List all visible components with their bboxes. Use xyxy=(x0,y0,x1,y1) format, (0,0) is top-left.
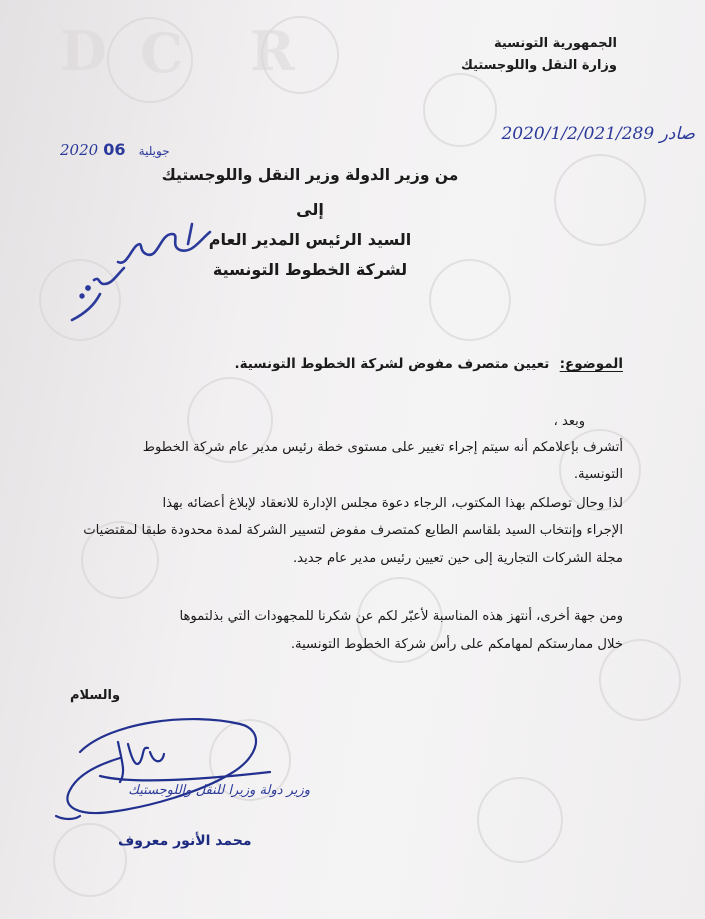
signatory-name: محمد الأنور معروف xyxy=(118,833,252,849)
sender-line: من وزير الدولة وزير النقل واللوجستيك xyxy=(161,166,459,184)
date-year: 2020 xyxy=(60,141,99,159)
watermark-letter: R xyxy=(250,19,295,83)
watermark-letter: C xyxy=(140,21,183,85)
subject-text: تعيين متصرف مفوض لشركة الخطوط التونسية. xyxy=(234,356,550,372)
subject-label: الموضوع: xyxy=(559,356,623,372)
body-paragraph-3-line-2: خلال ممارستكم لمهامكم على رأس شركة الخطوط التونسية. xyxy=(290,637,623,652)
body-paragraph-2-line-3: مجلة الشركات التجارية إلى حين تعيين رئيس مدير عام جديد. xyxy=(292,551,623,566)
reference-number-handwritten: صادر 2020/1/2/021/289 xyxy=(501,124,695,144)
watermark-letter: D xyxy=(60,19,107,83)
letterhead-country: الجمهورية التونسية xyxy=(493,36,617,51)
closing-salutation: والسلام xyxy=(70,688,121,703)
signatory-title: وزير دولة وزيرا للنقل واللوجستيك xyxy=(128,783,310,798)
body-opening: وبعد ، xyxy=(553,414,585,429)
body-paragraph-1-line-1: أتشرف بإعلامكم أنه سيتم إجراء تغيير على مستوى خطة رئيس مدير عام شركة الخطوط xyxy=(142,440,623,455)
body-paragraph-1-line-2: التونسية. xyxy=(573,467,623,482)
body-paragraph-3-line-1: ومن جهة أخرى، أنتهز هذه المناسبة لأعبّر لكم عن شكرنا للمجهودات التي بذلتموها xyxy=(179,609,623,624)
date-month: جويلية xyxy=(138,144,170,158)
body-paragraph-2-line-1: لذا وحال توصلكم بهذا المكتوب، الرجاء دعوة مجلس الإدارة للانعقاد لإبلاغ أعضائه بهذا xyxy=(162,496,623,511)
letterhead-ministry: وزارة النقل واللوجستيك xyxy=(460,58,617,73)
minister-signature xyxy=(40,712,300,832)
subject-line xyxy=(234,356,623,372)
date-day: 06 xyxy=(103,140,126,159)
letter-date xyxy=(60,140,178,159)
recipient-company: لشركة الخطوط التونسية xyxy=(212,260,408,279)
handwritten-margin-note xyxy=(60,210,220,340)
recipient-title: السيد الرئيس المدير العام xyxy=(208,230,412,249)
body-paragraph-2-line-2: الإجراء وإنتخاب السيد بلقاسم الطايع كمتصرف مفوض لتسيير الشركة لمدة محدودة طبقا لمقتضيات xyxy=(83,523,623,538)
to-word: إلى xyxy=(296,200,324,219)
